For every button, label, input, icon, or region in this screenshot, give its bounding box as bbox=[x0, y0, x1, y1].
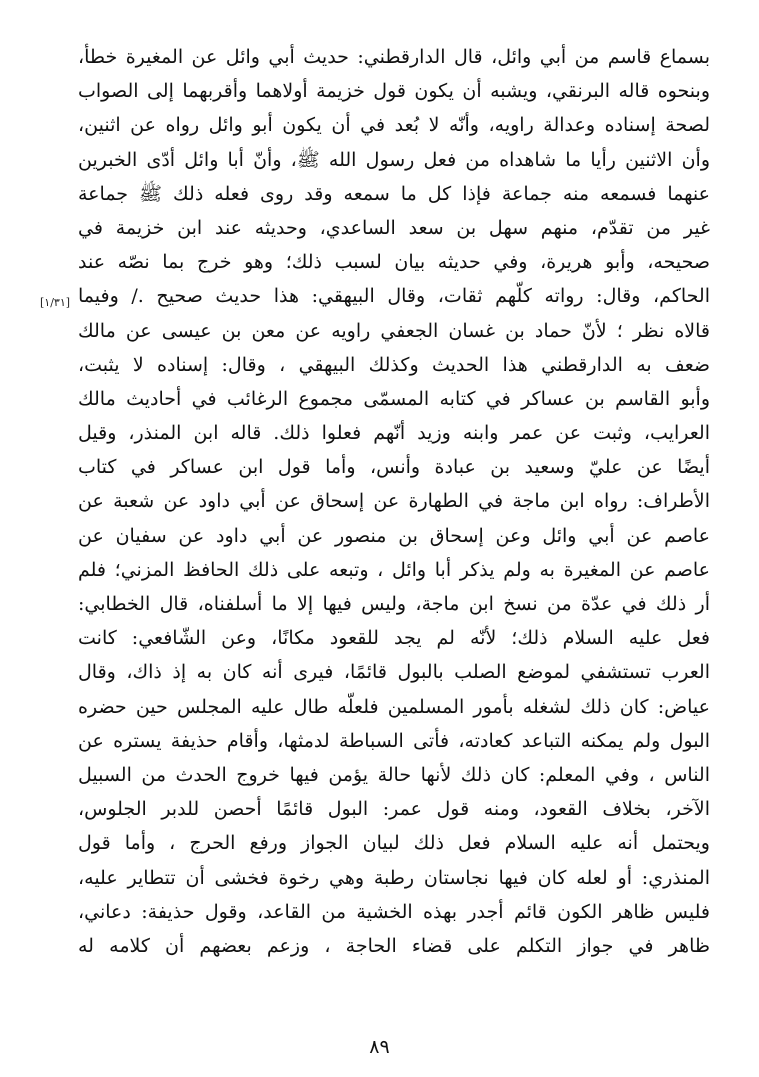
text-line-11: وأبو القاسم بن عساكر في كتابه المسمّى مجموع الرغائب في أحاديث مالك bbox=[78, 387, 710, 410]
page-number: ٨٩ bbox=[369, 1036, 390, 1058]
text-line-9: قالاه نظر ؛ لأنّ حماد بن غسان الجعفي راويه عن معن بن عيسى عن مالك bbox=[78, 319, 710, 342]
text-line-2: وبنحوه قاله البرنقي، ويشبه أن يكون قول خزيمة أولاهما وأقربهما إلى الصواب bbox=[78, 80, 710, 103]
body-text bbox=[78, 40, 710, 963]
text-line-1: بسماع قاسم من أبي وائل، قال الدارقطني: حديث أبي وائل عن المغيرة خطأ، bbox=[78, 46, 710, 68]
text-line-20: عياض: كان ذلك لشغله بأمور المسلمين فلعلّه طال عليه المجلس حين حضره bbox=[78, 695, 710, 718]
text-line-8: الحاكم، وقال: رواته كلّهم ثقات، وقال البيهقي: هذا حديث صحيح ./ وفيما bbox=[78, 285, 710, 308]
text-line-7: صحيحه، وأبو هريرة، وفي حديثه بيان لسبب ذلك؛ وهو خرج بما نصّه عند bbox=[78, 251, 710, 274]
text-line-6: غير من تقدّم، منهم سهل بن سعد الساعدي، وحديثه عند ابن خزيمة في bbox=[78, 216, 710, 239]
text-line-18: فعل عليه السلام ذلك؛ لأنّه لم يجد للقعود مكانًا، وعن الشّافعي: كانت bbox=[78, 627, 710, 650]
text-line-13: أيضًا عن عليّ وسعيد بن عبادة وأنس، وأما قول ابن عساكر في كتاب bbox=[78, 456, 710, 479]
text-line-12: العرايب، وثبت عن عمر وابنه وزيد أنّهم فعلوا ذلك. قاله ابن المنذر، وقيل bbox=[78, 422, 710, 445]
text-line-24: ويحتمل أنه عليه السلام فعل ذلك لبيان الجواز ورفع الحرج ، وأما قول bbox=[78, 832, 710, 855]
text-line-26: فليس ظاهر الكون قائم أجدر بهذه الخشية من القاعد، وقول حذيفة: دعاني، bbox=[78, 900, 710, 923]
text-line-3: لصحة إسناده وعدالة راويه، وأنّه لا بُعد في أن يكون أبو وائل رواه عن اثنين، bbox=[78, 114, 710, 137]
text-line-5: عنهما فسمعه منه جماعة فإذا كل ما سمعه وقد روى فعله ذلك ﷺ جماعة bbox=[78, 182, 710, 205]
text-line-14: الأطراف: رواه ابن ماجة في الطهارة عن إسحاق عن أبي داود عن شعبة عن bbox=[78, 490, 710, 513]
text-line-23: الآخر، بخلاف القعود، ومنه قول عمر: البول قائمًا أحصن للدبر الجلوس، bbox=[78, 798, 710, 821]
text-line-19: العرب تستشفي لموضع الصلب بالبول قائمًا، فيرى أنه كان به إذ ذاك، وقال bbox=[78, 661, 710, 684]
text-line-15: عاصم عن أبي وائل وعن إسحاق بن منصور عن أبي داود عن سفيان عن bbox=[78, 524, 710, 547]
text-line-17: أر ذلك في عدّة من نسخ ابن ماجة، وليس فيها إلا ما أسلفناه، قال الخطابي: bbox=[78, 593, 710, 615]
text-line-21: البول ولم يمكنه التباعد كعادته، فأتى السباطة لدمثها، وأقام حذيفة يستره عن bbox=[78, 729, 710, 752]
text-line-10: ضعف به الدارقطني هذا الحديث وكذلك البيهقي ، وقال: إسناده لا يثبت، bbox=[78, 353, 710, 376]
text-line-16: عاصم عن المغيرة به ولم يذكر أبا وائل ، وتبعه على ذلك الحافظ المزني؛ فلم bbox=[78, 558, 710, 581]
text-line-4: وأن الاثنين رأيا ما شاهداه من فعل رسول الله ﷺ، وأنّ أبا وائل أدّى الخبرين bbox=[78, 148, 710, 171]
margin-reference-note: [١/٣١] bbox=[40, 296, 71, 309]
text-line-27: ظاهر في جواز التكلم على قضاء الحاجة ، وزعم بعضهم أن كلامه له bbox=[78, 934, 710, 957]
text-line-25: المنذري: أو لعله كان فيها نجاستان رطبة وهي رخوة فخشى أن تتطاير عليه، bbox=[78, 866, 710, 889]
text-line-22: الناس ، وفي المعلم: كان ذلك لأنها حالة يؤمن فيها خروج الحدث من السبيل bbox=[78, 763, 710, 786]
